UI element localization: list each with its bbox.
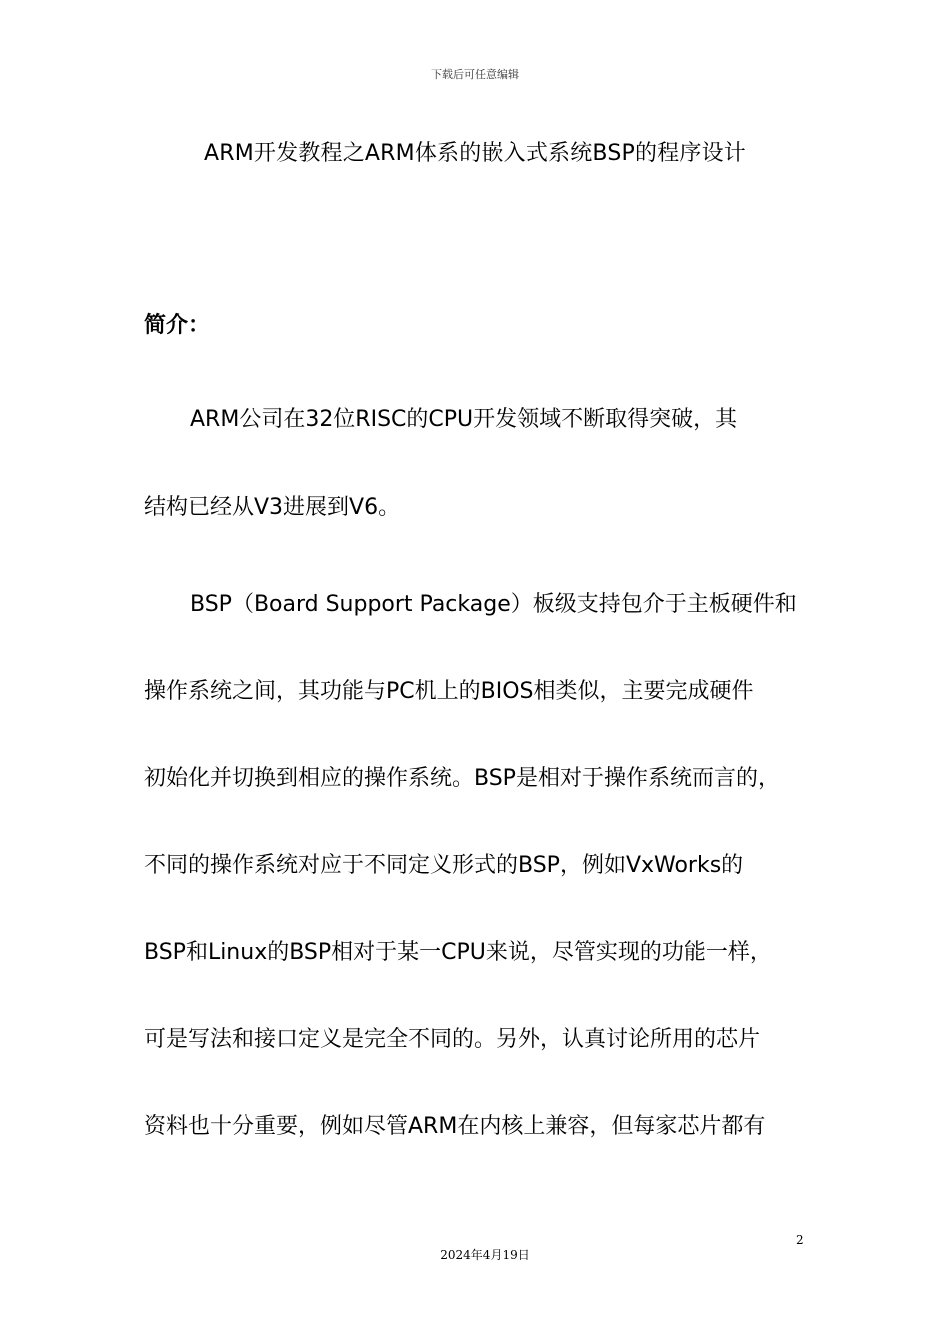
paragraph-1-line-2: 结构已经从V3进展到V6。 (144, 495, 401, 520)
paragraph-2-line-5: BSP和Linux的BSP相对于某一CPU来说，尽管实现的功能一样， (144, 940, 772, 965)
header-note: 下载后可任意编辑 (431, 68, 519, 81)
paragraph-2-line-3: 初始化并切换到相应的操作系统。BSP是相对于操作系统而言的， (144, 766, 780, 791)
section-heading-intro: 简介： (144, 313, 211, 338)
paragraph-1-line-1: ARM公司在32位RISC的CPU开发领域不断取得突破，其 (190, 407, 738, 432)
footer-date: 2024年4月19日 (440, 1248, 530, 1262)
paragraph-2-line-6: 可是写法和接口定义是完全不同的。另外，认真讨论所用的芯片 (144, 1027, 761, 1052)
paragraph-2-line-7: 资料也十分重要，例如尽管ARM在内核上兼容，但每家芯片都有 (144, 1114, 766, 1139)
paragraph-2-line-4: 不同的操作系统对应于不同定义形式的BSP，例如VxWorks的 (144, 853, 744, 878)
page-number: 2 (796, 1233, 804, 1247)
document-title: ARM开发教程之ARM体系的嵌入式系统BSP的程序设计 (204, 141, 746, 166)
paragraph-2-line-2: 操作系统之间，其功能与PC机上的BIOS相类似，主要完成硬件 (144, 679, 754, 704)
paragraph-2-line-1: BSP（Board Support Package）板级支持包介于主板硬件和 (190, 592, 797, 617)
